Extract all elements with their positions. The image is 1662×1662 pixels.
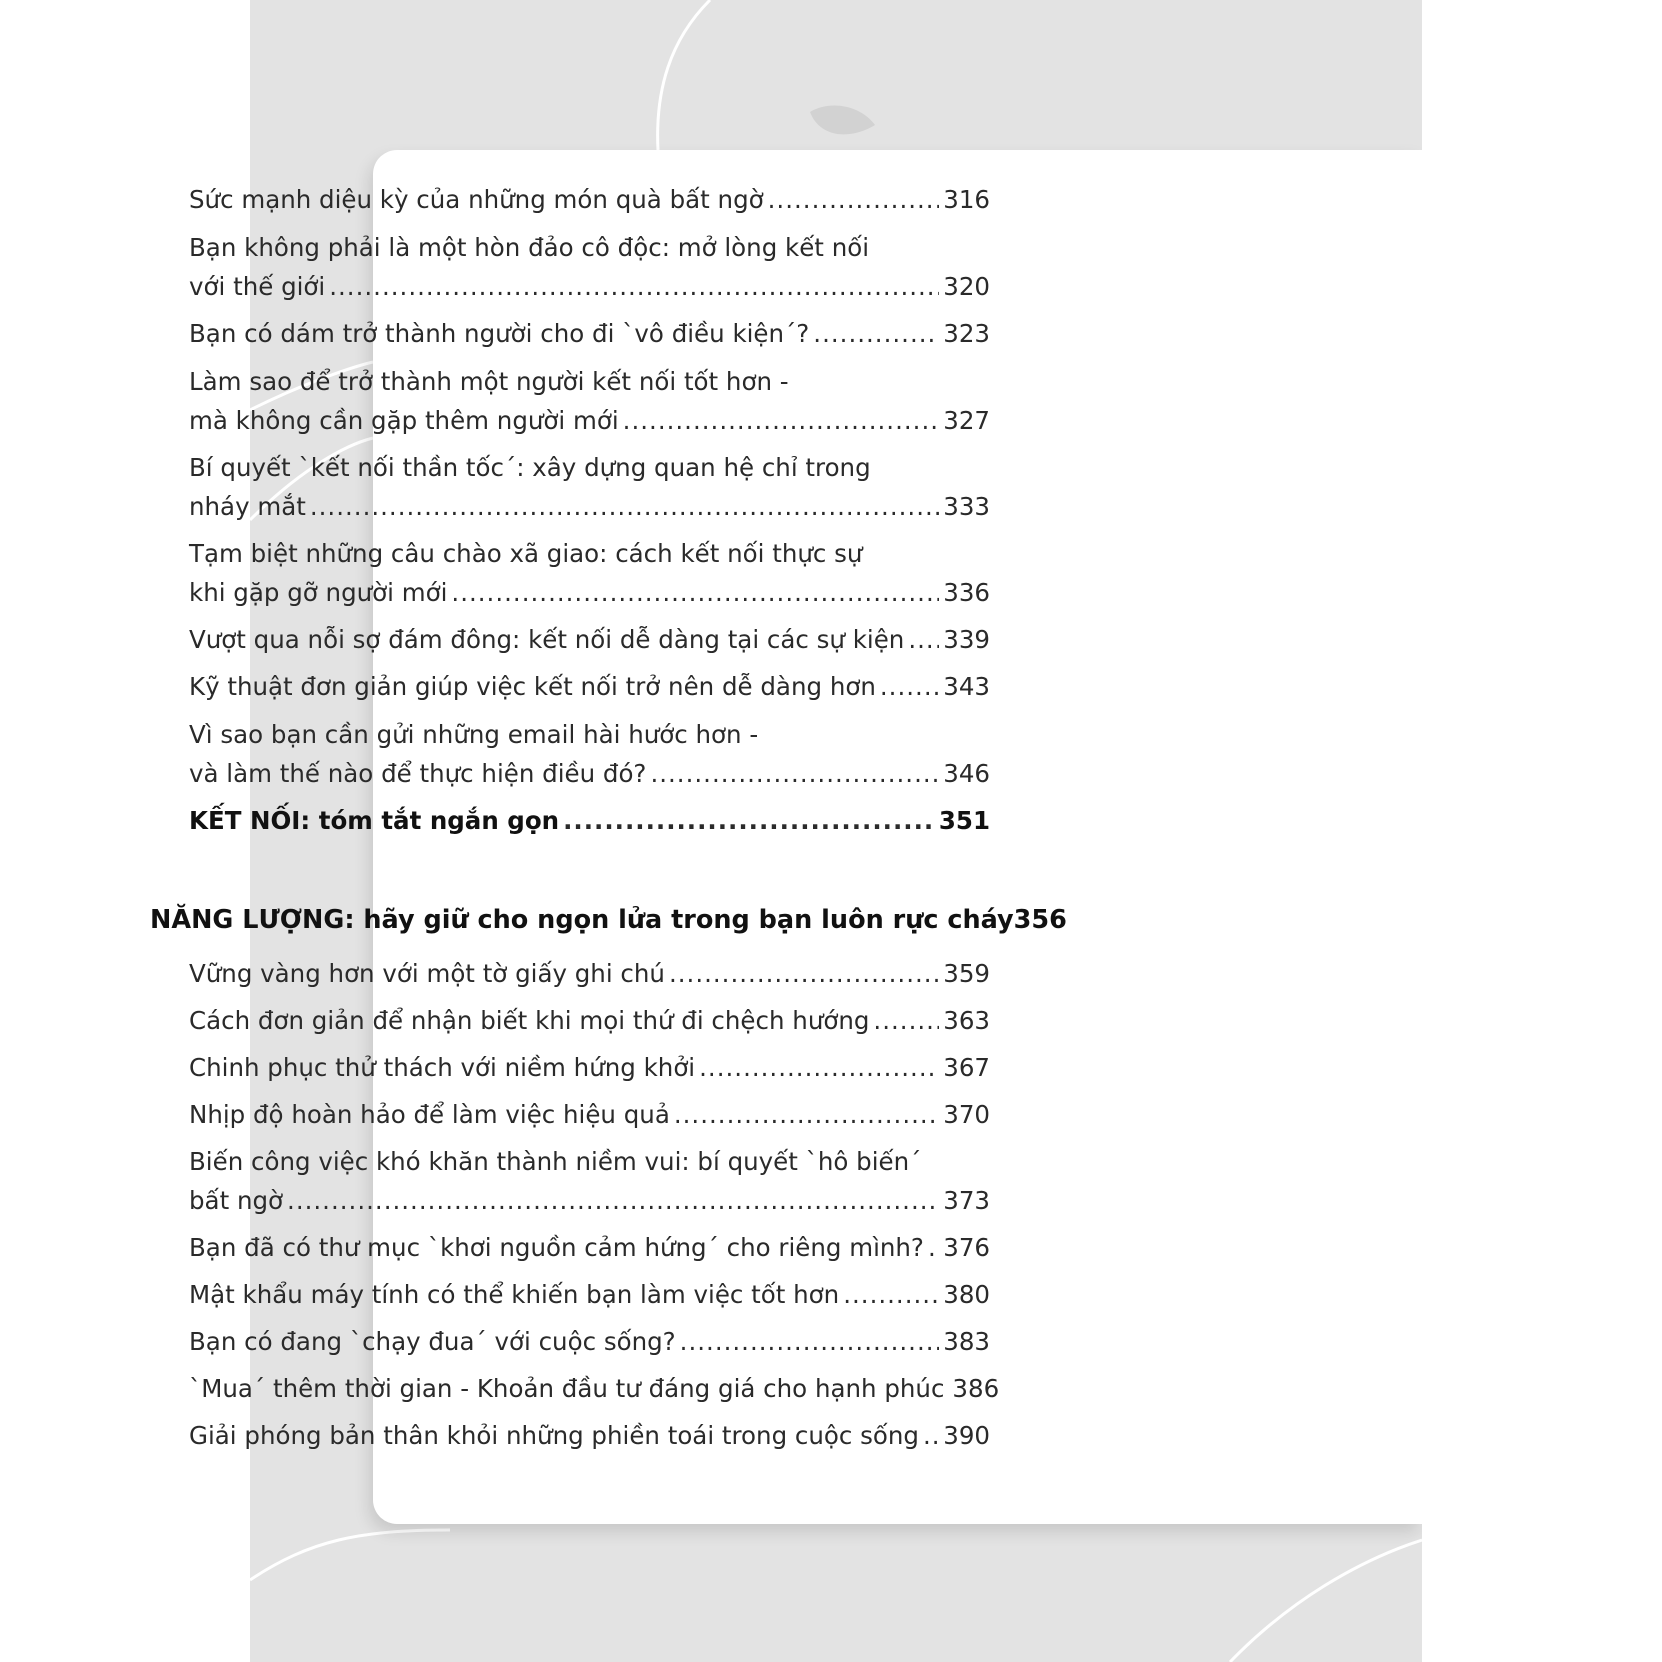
toc-page-number: 339	[943, 625, 990, 654]
dot-leader	[873, 1001, 939, 1040]
toc-page-number: 359	[943, 959, 990, 988]
toc-entry-title: Vượt qua nỗi sợ đám đông: kết nối dễ dàng tại các sự kiện	[189, 625, 905, 654]
toc-line	[189, 1228, 990, 1267]
toc-entry	[189, 715, 990, 793]
toc-entry	[189, 228, 990, 306]
toc-entry	[189, 1275, 990, 1314]
toc-line	[189, 487, 990, 526]
toc-line	[189, 228, 990, 267]
toc-line	[189, 620, 990, 659]
toc-line	[189, 1181, 990, 1220]
toc-entry	[189, 667, 990, 706]
toc-entry-title: Giải phóng bản thân khỏi những phiền toái trong cuộc sống	[189, 1421, 919, 1450]
toc-entry-title: Kỹ thuật đơn giản giúp việc kết nối trở nên dễ dàng hơn	[189, 672, 876, 701]
toc-line	[189, 1369, 1000, 1408]
toc-line	[189, 180, 990, 219]
toc-entry-title: Cách đơn giản để nhận biết khi mọi thứ đi chệch hướng	[189, 1006, 870, 1035]
toc-line	[189, 1095, 990, 1134]
dot-leader	[843, 1275, 939, 1314]
toc-summary-entry	[189, 801, 990, 840]
toc-page-number: 386	[952, 1374, 1000, 1403]
dot-leader	[880, 667, 939, 706]
toc-line	[189, 573, 990, 612]
dot-leader	[451, 573, 939, 612]
toc-line	[189, 401, 990, 440]
toc-entry	[189, 1228, 990, 1267]
toc-entry	[189, 534, 990, 612]
toc-entry-title: Làm sao để trở thành một người kết nối tốt hơn -	[189, 367, 789, 396]
toc-page-number: 373	[943, 1186, 990, 1215]
toc-entry-title: Vì sao bạn cần gửi những email hài hước hơn -	[189, 720, 759, 749]
dot-leader	[928, 1228, 939, 1267]
toc-page-number: 367	[943, 1053, 990, 1082]
toc-entry-title: Bí quyết `kết nối thần tốc´: xây dựng quan hệ chỉ trong	[189, 453, 871, 482]
dot-leader	[768, 180, 940, 219]
toc-entry-title: và làm thế nào để thực hiện điều đó?	[189, 759, 647, 788]
toc-entry-title: với thế giới	[189, 272, 326, 301]
toc-line	[189, 715, 990, 754]
toc-entry	[189, 1142, 990, 1220]
toc-entry-title: Bạn đã có thư mục `khơi nguồn cảm hứng´ cho riêng mình?	[189, 1233, 924, 1262]
toc-line	[189, 314, 990, 353]
toc-page-number: 333	[943, 492, 990, 521]
toc-entry-title: Tạm biệt những câu chào xã giao: cách kết nối thực sự	[189, 539, 863, 568]
toc-line	[189, 754, 990, 793]
toc-page-number: 390	[943, 1421, 990, 1450]
toc-entry-title: Nhịp độ hoàn hảo để làm việc hiệu quả	[189, 1100, 670, 1129]
toc-entry-title: bất ngờ	[189, 1186, 284, 1215]
toc-entry-title: KẾT NỐI: tóm tắt ngắn gọn	[189, 806, 560, 835]
toc-entry	[189, 448, 990, 526]
toc-page-number: 351	[938, 806, 990, 835]
toc-page-number: 320	[943, 272, 990, 301]
toc-page-number: 376	[943, 1233, 990, 1262]
dot-leader	[699, 1048, 939, 1087]
toc-line	[189, 1142, 990, 1181]
toc-entry	[189, 1095, 990, 1134]
toc-entry-title: Biến công việc khó khăn thành niềm vui: bí quyết `hô biến´	[189, 1147, 922, 1176]
toc-page-number: 346	[943, 759, 990, 788]
toc-line	[189, 362, 990, 401]
toc-entry	[189, 620, 990, 659]
dot-leader	[650, 754, 939, 793]
section-page-number: 356	[1013, 905, 1067, 935]
toc-page-number: 383	[943, 1327, 990, 1356]
dot-leader	[563, 801, 935, 840]
toc-entry-title: Bạn có dám trở thành người cho đi `vô điều kiện´?	[189, 319, 810, 348]
section-heading-nang-luong	[150, 900, 1067, 940]
dot-leader	[813, 314, 939, 353]
toc-line	[189, 534, 990, 573]
toc-page-number: 380	[943, 1280, 990, 1309]
dot-leader	[680, 1322, 940, 1361]
toc-entry	[189, 954, 990, 993]
toc-entry-title: Mật khẩu máy tính có thể khiến bạn làm việc tốt hơn	[189, 1280, 840, 1309]
dot-leader	[329, 267, 939, 306]
toc-line	[189, 267, 990, 306]
toc-page-number: 363	[943, 1006, 990, 1035]
toc-page-number: 327	[943, 406, 990, 435]
toc-page-number: 316	[943, 185, 990, 214]
toc-line	[189, 1001, 990, 1040]
toc-line	[189, 448, 990, 487]
toc-entry	[189, 1322, 990, 1361]
toc-entry-title: Bạn không phải là một hòn đảo cô độc: mở lòng kết nối	[189, 233, 870, 262]
dot-leader	[908, 620, 939, 659]
toc-line	[189, 954, 990, 993]
toc-entry-title: `Mua´ thêm thời gian - Khoản đầu tư đáng giá cho hạnh phúc	[189, 1374, 945, 1403]
toc-entry	[189, 362, 990, 440]
toc-entry-title: Bạn có đang `chạy đua´ với cuộc sống?	[189, 1327, 676, 1356]
toc-line	[189, 1275, 990, 1314]
toc-entry	[189, 180, 990, 219]
toc-entry	[189, 314, 990, 353]
dot-leader	[669, 954, 939, 993]
toc-entry-title: Chinh phục thử thách với niềm hứng khởi	[189, 1053, 696, 1082]
toc-entry-title: mà không cần gặp thêm người mới	[189, 406, 619, 435]
toc-entry-title: khi gặp gỡ người mới	[189, 578, 448, 607]
toc-page-number: 370	[943, 1100, 990, 1129]
dot-leader	[923, 1416, 939, 1455]
toc-entry	[189, 1001, 990, 1040]
toc-line	[189, 667, 990, 706]
toc-entry-title: Vững vàng hơn với một tờ giấy ghi chú	[189, 959, 665, 988]
toc-page-number: 336	[943, 578, 990, 607]
toc-line	[189, 1048, 990, 1087]
toc-line	[189, 801, 990, 840]
toc-page-number: 343	[943, 672, 990, 701]
toc-entry-title: Sức mạnh diệu kỳ của những món quà bất ngờ	[189, 185, 764, 214]
dot-leader	[623, 401, 940, 440]
toc-entry-title: nháy mắt	[189, 492, 306, 521]
toc-entry	[189, 1048, 990, 1087]
toc-page-number: 323	[943, 319, 990, 348]
toc-line	[189, 1322, 990, 1361]
toc-entry	[189, 1369, 1000, 1408]
dot-leader	[310, 487, 939, 526]
dot-leader	[287, 1181, 939, 1220]
dot-leader	[674, 1095, 939, 1134]
section-title: NĂNG LƯỢNG: hãy giữ cho ngọn lửa trong bạn luôn rực cháy	[150, 905, 1014, 935]
toc-entry	[189, 1416, 990, 1455]
toc-line	[189, 1416, 990, 1455]
